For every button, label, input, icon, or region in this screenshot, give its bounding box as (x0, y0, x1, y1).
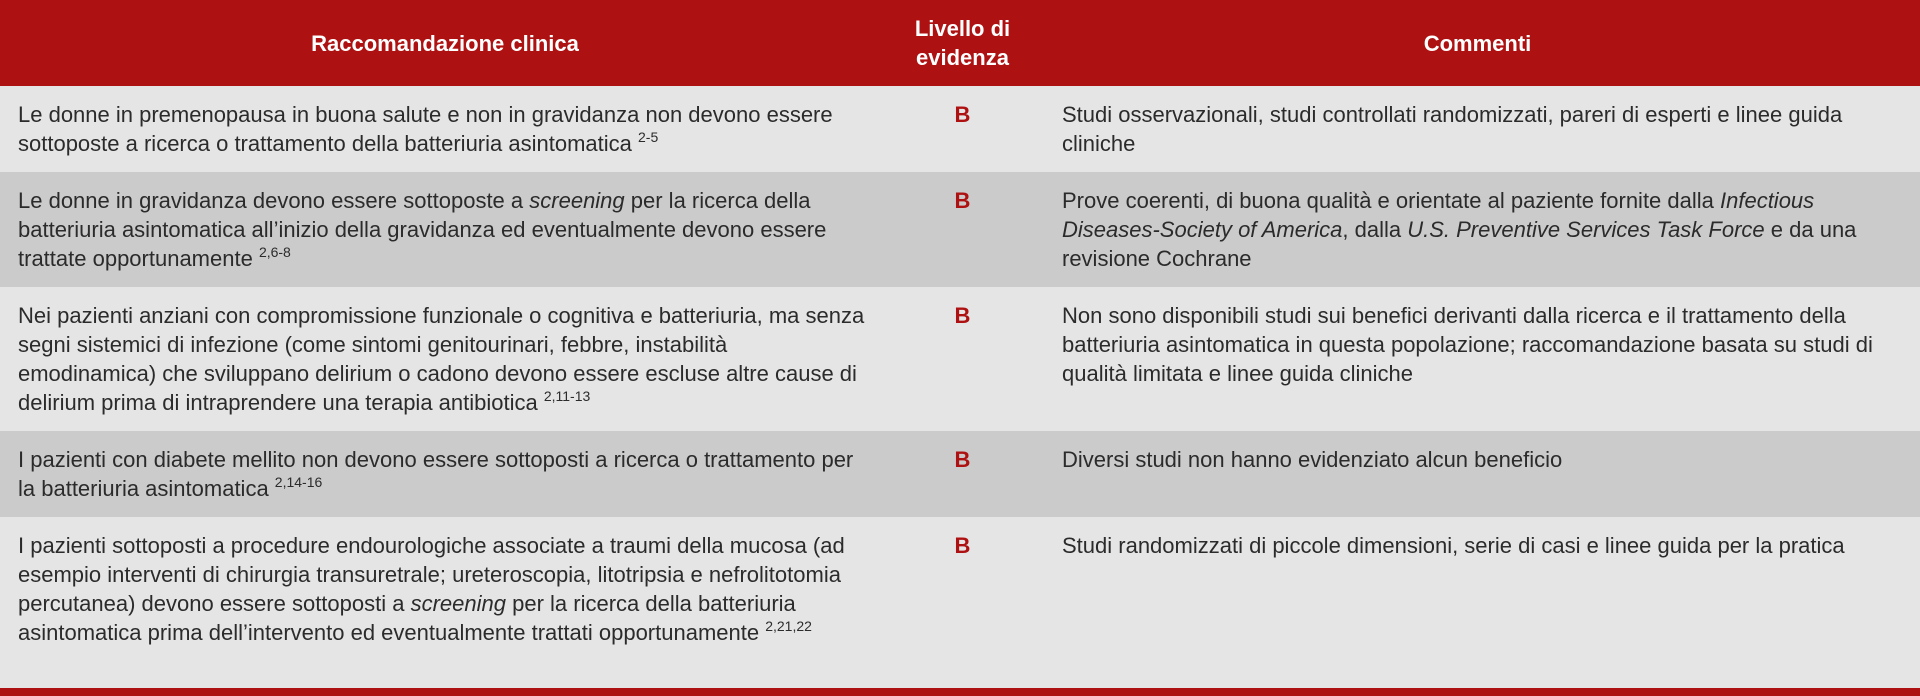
reference-superscript: 2,6-8 (258, 244, 291, 260)
recommendation-cell (0, 517, 890, 688)
comment-text: e da una revisione Cochrane (1062, 217, 1857, 271)
comment-cell (1035, 86, 1920, 172)
recommendation-text: per la ricerca della batteriuria asintomatica all’inizio della gravidanza ed eventualmente devono essere trattate opportunamente (18, 188, 827, 271)
reference-superscript: 2,14-16 (274, 474, 323, 490)
table-row (0, 517, 1920, 688)
evidence-level-cell: B (954, 188, 971, 213)
table-row (0, 172, 1920, 287)
reference-superscript: 2,11-13 (543, 388, 591, 404)
comment-cell (1035, 172, 1920, 287)
comment-text: , dalla (1342, 217, 1408, 242)
recommendation-emphasis: screening (410, 591, 506, 616)
recommendation-text: I pazienti sottoposti a procedure endourologiche associate a traumi della mucosa (ad esempio interventi di chirurgia transuretrale; ureteroscopia, litotripsia e nefrolitotomia percutanea) devono essere sottoposti a (18, 533, 845, 616)
comment-cell (1035, 517, 1920, 688)
reference-superscript: 2,21,22 (765, 618, 812, 634)
comment-text: Studi randomizzati di piccole dimensioni, serie di casi e linee guida per la pratica (1062, 533, 1845, 558)
recommendation-cell (0, 86, 890, 172)
table-body (0, 86, 1920, 688)
recommendation-cell (0, 287, 890, 431)
comment-cell (1035, 287, 1920, 431)
header-evidence-level (890, 0, 1035, 86)
header-recommendation: Raccomandazione clinica (311, 30, 579, 56)
header-row (0, 0, 1920, 86)
header-level-line1: Livello di (914, 16, 1011, 41)
recommendation-text: per la ricerca della batteriuria asintomatica prima dell’intervento ed eventualmente trattati opportunamente (18, 591, 796, 645)
evidence-level-cell: B (954, 447, 971, 472)
recommendation-text: Le donne in premenopausa in buona salute e non in gravidanza non devono essere sottoposte a ricerca o trattamento della batteriuria asintomatica (18, 102, 833, 156)
reference-superscript: 2-5 (638, 129, 659, 145)
comment-emphasis: Infectious Diseases-Society of America (1062, 188, 1815, 242)
recommendation-text: Nei pazienti anziani con compromissione funzionale o cognitiva e batteriuria, ma senza segni sistemici di infezione (come sintomi genitourinari, febbre, instabilità emodinamica) che sviluppano delirium o cadono devono essere escluse altre cause di delirium prima di intraprendere una terapia antibiotica (18, 303, 865, 415)
recommendation-cell (0, 172, 890, 287)
header-level-line2: evidenza (916, 45, 1009, 70)
comment-text: Studi osservazionali, studi controllati randomizzati, pareri di esperti e linee guida cliniche (1062, 102, 1843, 156)
comment-text: Non sono disponibili studi sui benefici derivanti dalla ricerca e il trattamento della batteriuria asintomatica in questa popolazione; raccomandazione basata su studi di qualità limitata e linee guida cliniche (1062, 303, 1873, 386)
comment-text: Diversi studi non hanno evidenziato alcun beneficio (1062, 447, 1563, 472)
evidence-level-cell: B (954, 303, 971, 328)
table-row (0, 287, 1920, 431)
evidence-level-cell: B (954, 102, 971, 127)
table-row (0, 431, 1920, 517)
bottom-rule (0, 688, 1920, 696)
recommendation-emphasis: screening (529, 188, 625, 213)
comment-emphasis: U.S. Preventive Services Task Force (1407, 217, 1765, 242)
comment-text: Prove coerenti, di buona qualità e orientate al paziente fornite dalla (1062, 188, 1720, 213)
recommendation-cell (0, 431, 890, 517)
recommendation-text: I pazienti con diabete mellito non devono essere sottoposti a ricerca o trattamento per la batteriuria asintomatica (18, 447, 854, 501)
header-comments: Commenti (1423, 30, 1532, 56)
table-row (0, 86, 1920, 172)
table-header (0, 0, 1920, 86)
recommendation-text: Le donne in gravidanza devono essere sottoposte a (18, 188, 530, 213)
comment-cell (1035, 431, 1920, 517)
evidence-level-cell: B (954, 533, 971, 558)
